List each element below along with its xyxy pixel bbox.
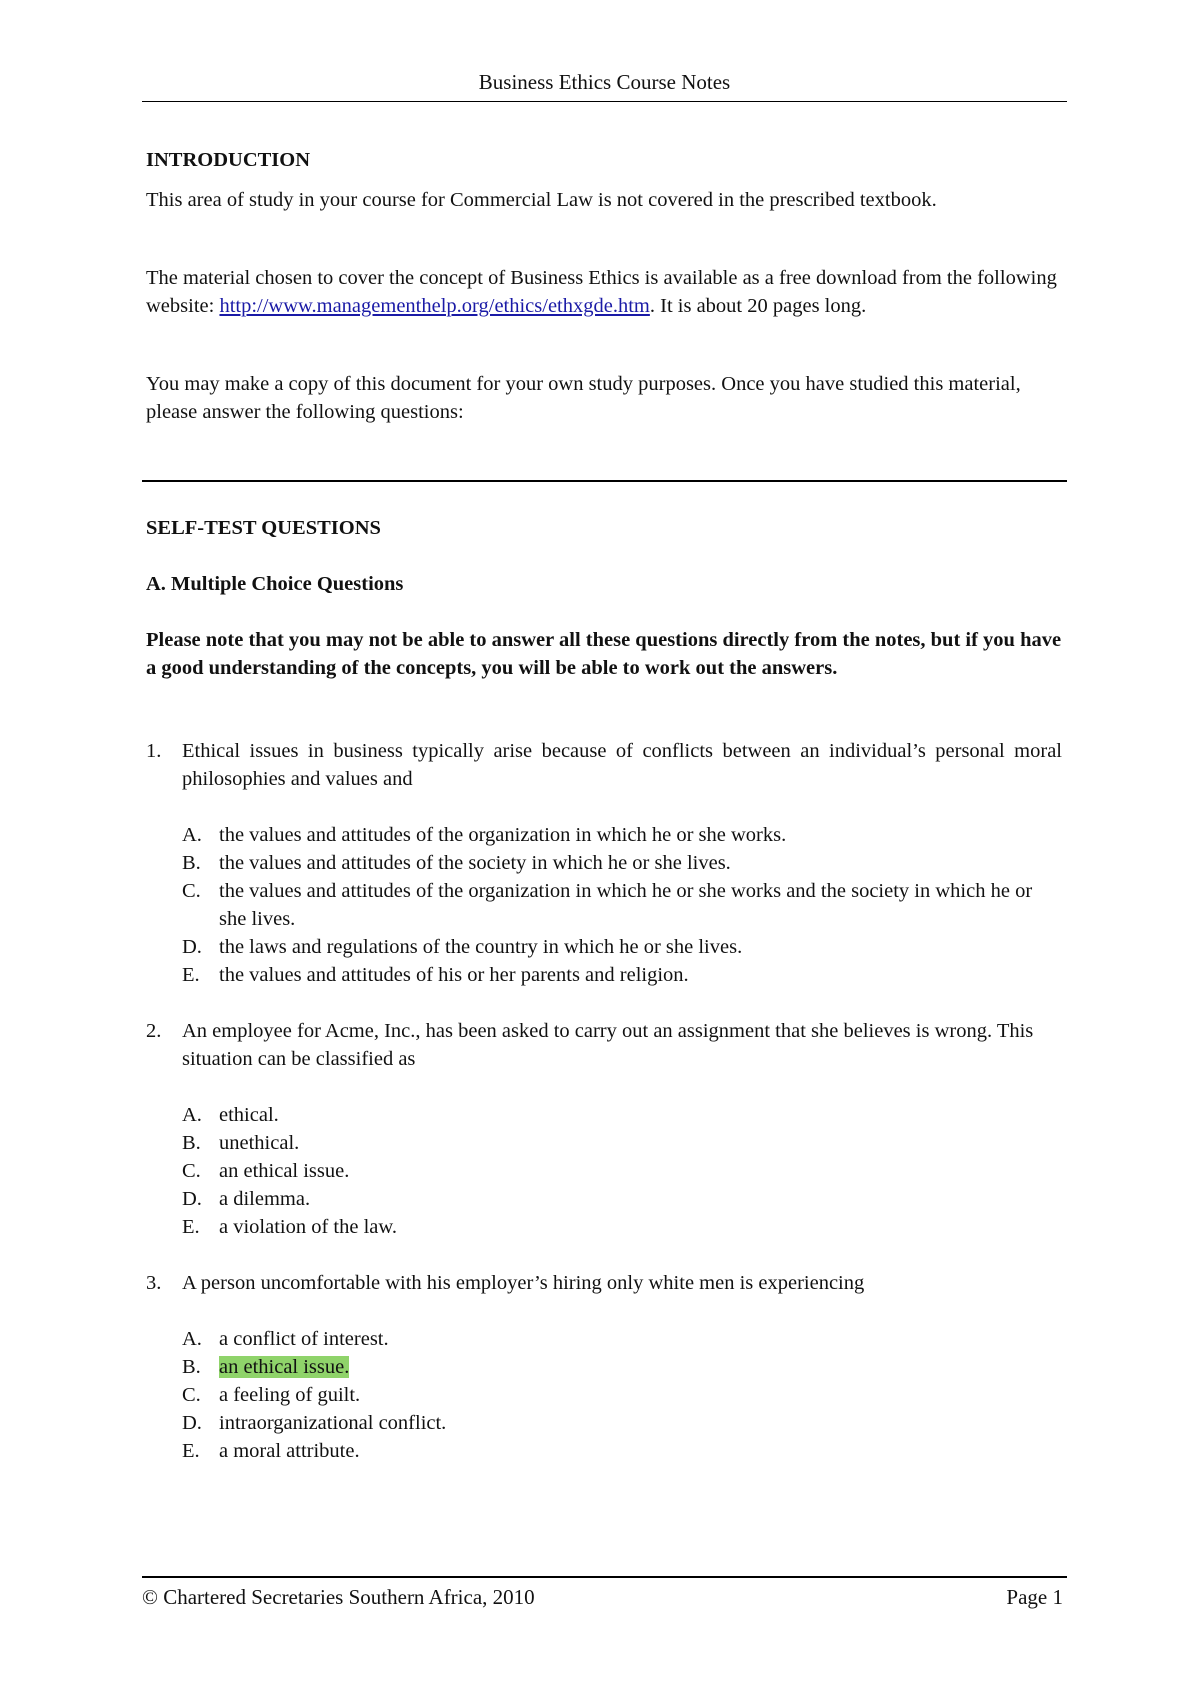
- option-a: [182, 1101, 1062, 1129]
- option-letter: C.: [182, 1384, 201, 1406]
- option-letter: D.: [182, 1188, 202, 1210]
- option-text: the values and attitudes of the organization in which he or she works.: [219, 824, 787, 846]
- option-text: ethical.: [219, 1104, 279, 1126]
- option-text: the laws and regulations of the country in which he or she lives.: [219, 936, 743, 958]
- running-header: Business Ethics Course Notes: [478, 70, 731, 94]
- intro-paragraph-2: [146, 264, 1062, 320]
- selftest-heading: SELF-TEST QUESTIONS: [146, 517, 381, 539]
- option-b: [182, 1353, 1062, 1381]
- option-text: a dilemma.: [219, 1188, 311, 1210]
- question-number: 3.: [146, 1272, 162, 1294]
- option-letter: A.: [182, 1104, 202, 1126]
- question-3-options: [182, 1325, 1062, 1465]
- intro-heading: INTRODUCTION: [146, 149, 311, 171]
- option-letter: B.: [182, 1132, 201, 1154]
- option-d: [182, 933, 1062, 961]
- option-e: [182, 961, 1062, 989]
- option-c: [182, 1157, 1062, 1185]
- question-1-options: [182, 821, 1062, 989]
- option-text: intraorganizational conflict.: [219, 1412, 447, 1434]
- question-text: Ethical issues in business typically arise because of conflicts between an individual’s personal moral philosophies and values and: [182, 740, 1062, 790]
- option-letter: B.: [182, 852, 201, 874]
- option-letter: A.: [182, 824, 202, 846]
- option-text: a moral attribute.: [219, 1440, 360, 1462]
- option-a: [182, 1325, 1062, 1353]
- question-2-options: [182, 1101, 1062, 1241]
- option-text: a conflict of interest.: [219, 1328, 389, 1350]
- option-letter: B.: [182, 1356, 201, 1378]
- intro-paragraph-3: You may make a copy of this document for your own study purposes. Once you have studied this material, please answer the following questions:: [146, 373, 1021, 423]
- option-text: a feeling of guilt.: [219, 1384, 361, 1406]
- option-d: [182, 1185, 1062, 1213]
- question-2: [146, 1017, 1062, 1073]
- option-letter: C.: [182, 1160, 201, 1182]
- option-letter: D.: [182, 936, 202, 958]
- option-letter: E.: [182, 964, 200, 986]
- header-rule: [142, 101, 1067, 102]
- option-letter: E.: [182, 1440, 200, 1462]
- question-3: [146, 1269, 1062, 1297]
- question-text: A person uncomfortable with his employer’s hiring only white men is experiencing: [182, 1272, 865, 1294]
- copyright-notice: © Chartered Secretaries Southern Africa, 2010: [142, 1585, 535, 1609]
- intro-paragraph-2-text: The material chosen to cover the concept of Business Ethics is available as a free download from the following website:: [146, 267, 1057, 317]
- question-number: 1.: [146, 740, 162, 762]
- question-text: An employee for Acme, Inc., has been asked to carry out an assignment that she believes is wrong. This situation can be classified as: [182, 1020, 1034, 1070]
- option-text: an ethical issue.: [219, 1160, 350, 1182]
- option-text: the values and attitudes of his or her parents and religion.: [219, 964, 689, 986]
- section-a-heading: A. Multiple Choice Questions: [146, 573, 404, 595]
- option-e: [182, 1437, 1062, 1465]
- option-c: [182, 1381, 1062, 1409]
- selftest-note: Please note that you may not be able to answer all these questions directly from the notes, but if you have a good understanding of the concepts, you will be able to work out the answers.: [146, 629, 1062, 679]
- option-a: [182, 821, 1062, 849]
- intro-paragraph-1: This area of study in your course for Commercial Law is not covered in the prescribed textbook.: [146, 189, 937, 211]
- option-letter: A.: [182, 1328, 202, 1350]
- option-d: [182, 1409, 1062, 1437]
- question-1: [146, 737, 1062, 793]
- option-c: [182, 877, 1062, 933]
- option-text: a violation of the law.: [219, 1216, 397, 1238]
- page-number: Page 1: [1006, 1585, 1063, 1609]
- question-number: 2.: [146, 1020, 162, 1042]
- website-link[interactable]: http://www.managementhelp.org/ethics/ethxgde.htm: [219, 295, 650, 317]
- section-divider: [142, 480, 1067, 482]
- option-letter: E.: [182, 1216, 200, 1238]
- option-e: [182, 1213, 1062, 1241]
- option-letter: D.: [182, 1412, 202, 1434]
- highlighted-answer: an ethical issue.: [219, 1356, 350, 1378]
- footer-rule: [142, 1576, 1067, 1578]
- option-text: the values and attitudes of the organization in which he or she works and the society in which he or she lives.: [219, 880, 1033, 930]
- option-letter: C.: [182, 880, 201, 902]
- intro-paragraph-2-tail: . It is about 20 pages long.: [649, 295, 867, 317]
- option-text: the values and attitudes of the society in which he or she lives.: [219, 852, 731, 874]
- option-b: [182, 1129, 1062, 1157]
- option-b: [182, 849, 1062, 877]
- option-text: unethical.: [219, 1132, 300, 1154]
